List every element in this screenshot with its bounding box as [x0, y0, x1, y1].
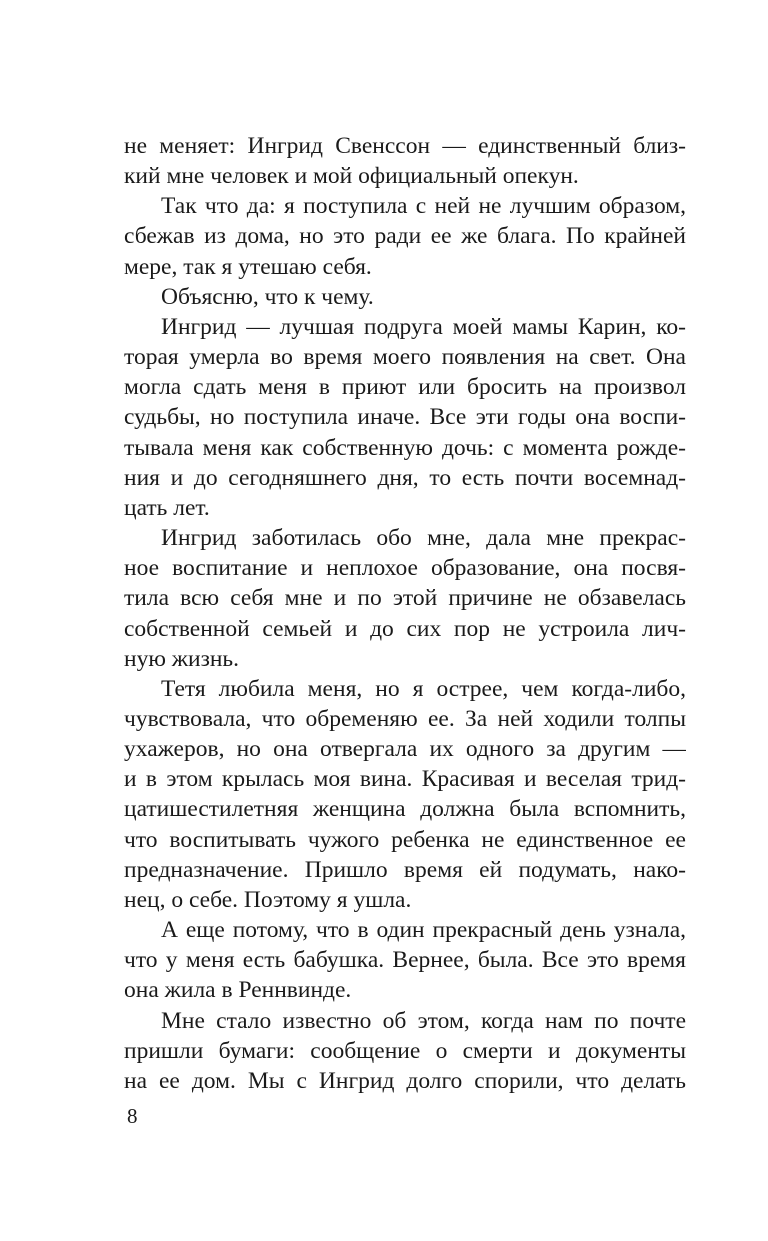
text-line: Ингрид — лучшая подруга моей мамы Карин, ко-	[161, 313, 686, 340]
paragraph	[124, 674, 686, 915]
text-line: Так что да: я поступила с ней не лучшим образом,	[161, 193, 686, 220]
text-line: сбежав из дома, но это ради ее же блага. По крайней	[124, 223, 686, 250]
text-line: ную жизнь.	[124, 645, 240, 672]
body-text	[124, 131, 686, 1096]
text-line: ухажеров, но она отвергала их одного за другим —	[124, 736, 686, 763]
text-line: мере, так я утешаю себя.	[124, 253, 372, 280]
text-line: Ингрид заботилась обо мне, дала мне прекрас-	[161, 525, 686, 552]
text-line: тывала меня как собственную дочь: с момента рожде-	[124, 434, 686, 461]
text-line: Мне стало известно об этом, когда нам по почте	[161, 1007, 686, 1034]
paragraph	[124, 523, 686, 674]
text-line: пришли бумаги: сообщение о смерти и документы	[124, 1037, 686, 1064]
text-line: судьбы, но поступила иначе. Все эти годы она воспи-	[124, 404, 686, 431]
text-line: она жила в Реннвинде.	[124, 977, 352, 1004]
text-line: могла сдать меня в приют или бросить на произвол	[124, 374, 686, 401]
paragraph	[124, 1006, 686, 1096]
paragraph	[124, 131, 686, 191]
text-line: что у меня есть бабушка. Вернее, была. Все это время	[124, 947, 686, 974]
text-line: на ее дом. Мы с Ингрид долго спорили, что делать	[124, 1067, 686, 1094]
text-line: цать лет.	[124, 494, 210, 521]
text-line: нец, о себе. Поэтому я ушла.	[124, 886, 412, 913]
paragraph	[124, 282, 686, 312]
paragraph	[124, 312, 686, 523]
text-line: и в этом крылась моя вина. Красивая и веселая трид-	[124, 766, 686, 793]
text-line: Тетя любила меня, но я острее, чем когда-либо,	[161, 675, 686, 702]
paragraph	[124, 191, 686, 281]
text-line: ное воспитание и неплохое образование, она посвя-	[124, 555, 686, 582]
text-line: ния и до сегодняшнего дня, то есть почти восемнад-	[124, 464, 686, 491]
text-line: торая умерла во время моего появления на свет. Она	[124, 344, 686, 371]
text-line: чувствовала, что обременяю ее. За ней ходили толпы	[124, 705, 686, 732]
text-line: кий мне человек и мой официальный опекун.	[124, 163, 579, 190]
text-line: Объясню, что к чему.	[161, 283, 374, 310]
text-line: цатишестилетняя женщина должна была вспомнить,	[124, 796, 686, 823]
text-line: что воспитывать чужого ребенка не единственное ее	[124, 826, 686, 853]
text-line: тила всю себя мне и по этой причине не обзавелась	[124, 585, 686, 612]
page-number: 8	[127, 1104, 138, 1128]
text-line: собственной семьей и до сих пор не устроила лич-	[124, 615, 686, 642]
paragraph	[124, 915, 686, 1005]
text-line: предназначение. Пришло время ей подумать, нако-	[124, 856, 686, 883]
text-line: не меняет: Ингрид Свенссон — единственный близ-	[124, 133, 686, 159]
text-line: А еще потому, что в один прекрасный день узнала,	[161, 917, 686, 944]
